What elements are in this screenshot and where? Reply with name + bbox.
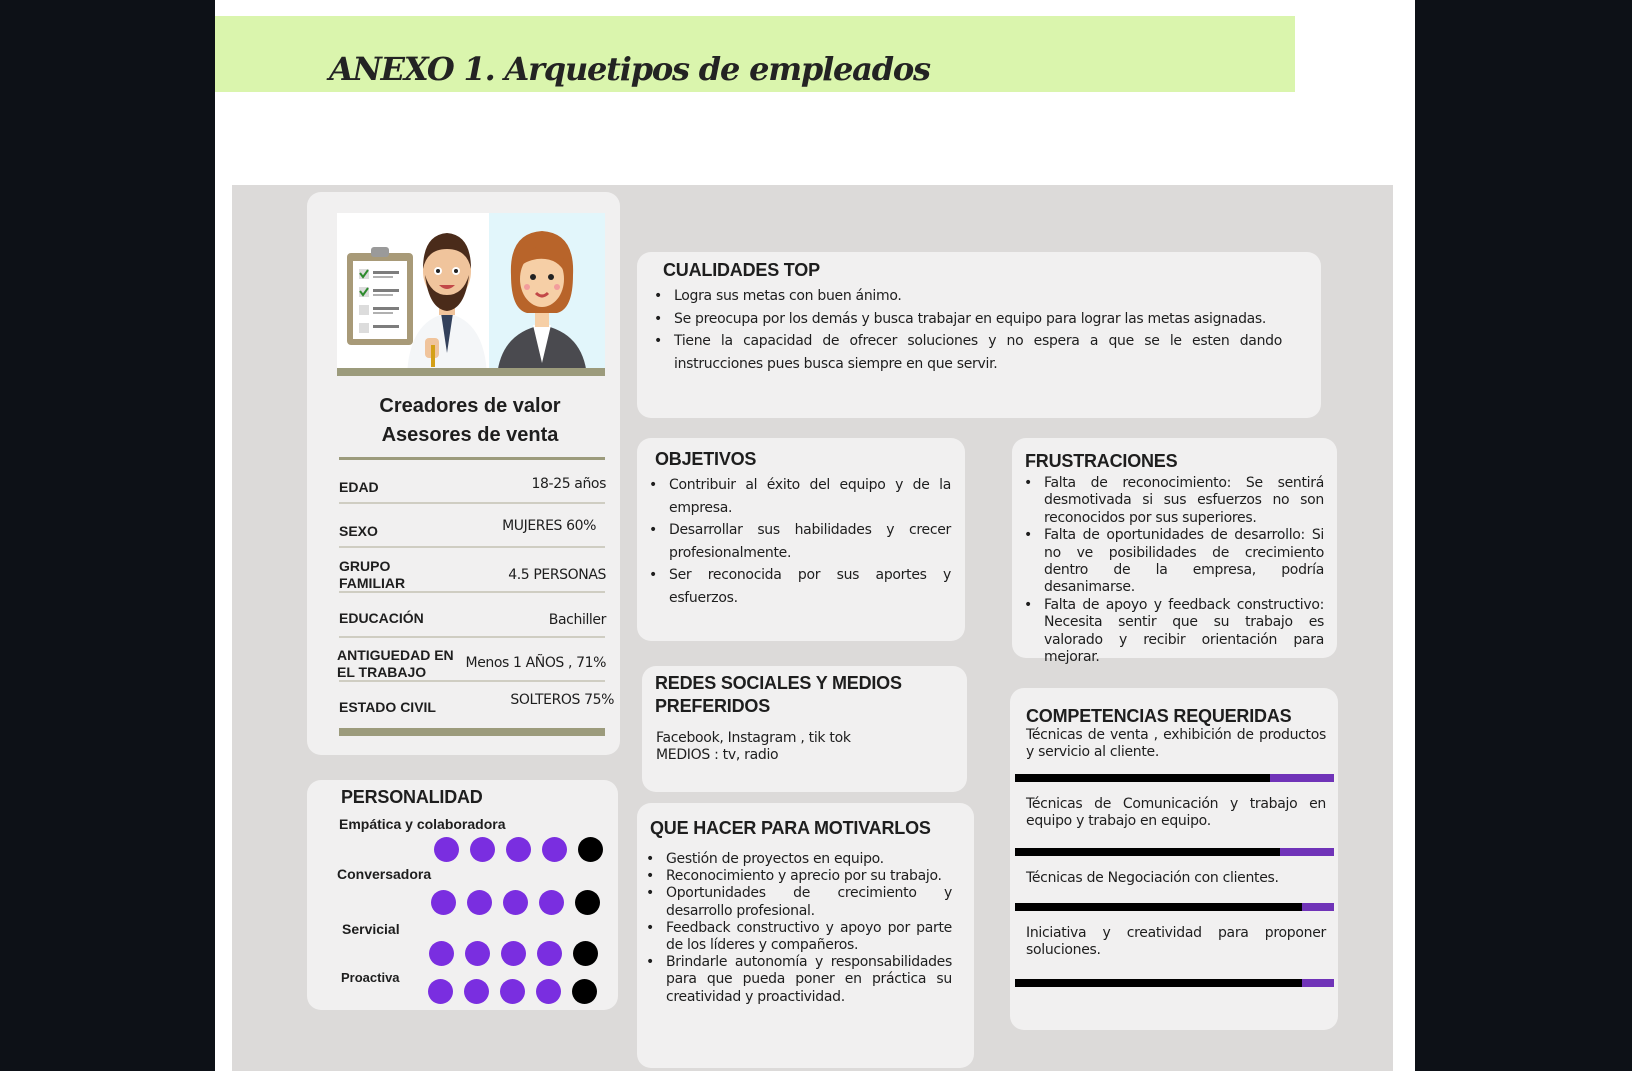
info-label-antiguedad: ANTIGUEDAD EN EL TRABAJO xyxy=(337,647,454,680)
qualities-card xyxy=(637,252,1321,418)
rating-dot-filled xyxy=(428,979,453,1004)
qualities-list xyxy=(652,285,1282,375)
motivation-title: QUE HACER PARA MOTIVARLOS xyxy=(650,818,931,838)
info-value-estado-civil: SOLTEROS 75% xyxy=(510,692,614,708)
competency-bar-accent xyxy=(1302,903,1334,911)
info-label-edad: EDAD xyxy=(339,479,379,495)
rating-dot-filled xyxy=(503,890,528,915)
competencies-card xyxy=(1010,688,1338,1030)
list-item: • Oportunidades de crecimiento y desarrollo profesional. xyxy=(644,885,952,919)
rating-dot-filled xyxy=(465,941,490,966)
rating-dot-filled xyxy=(536,979,561,1004)
objectives-card xyxy=(637,438,965,641)
list-item: • Tiene la capacidad de ofrecer soluciones y no espera a que se le esten dando instrucciones pues busca siempre en que servir. xyxy=(652,330,1282,375)
rating-dot-filled xyxy=(431,890,456,915)
list-item: • Gestión de proyectos en equipo. xyxy=(644,851,952,868)
competencies-title: COMPETENCIAS REQUERIDAS xyxy=(1026,706,1292,726)
profile-card xyxy=(307,192,620,755)
info-label-sexo: SEXO xyxy=(339,523,378,539)
rating-dot-filled xyxy=(539,890,564,915)
rating-dot-filled xyxy=(467,890,492,915)
list-item: • Falta de reconocimiento: Se sentirá desmotivada si sus esfuerzos no son reconocidos por sus superiores. xyxy=(1022,475,1324,527)
competency-bar-accent xyxy=(1270,774,1334,782)
competency-bar-accent xyxy=(1302,979,1334,987)
motivation-card xyxy=(637,803,974,1068)
info-label-grupo-familiar: GRUPO FAMILIAR xyxy=(339,558,406,591)
info-value-educacion: Bachiller xyxy=(548,612,606,628)
document-page xyxy=(215,0,1415,1071)
social-networks-text: Facebook, Instagram , tik tok xyxy=(656,730,851,746)
qualities-title: CUALIDADES TOP xyxy=(663,260,820,280)
rating-dot-filled xyxy=(470,837,495,862)
objectives-title: OBJETIVOS xyxy=(655,449,757,469)
divider xyxy=(339,591,605,593)
trait-label-proactiva: Proactiva xyxy=(341,970,400,985)
competency-bar xyxy=(1015,979,1334,987)
trait-label-servicial: Servicial xyxy=(342,921,400,937)
competency-bar xyxy=(1015,903,1334,911)
divider xyxy=(339,680,605,682)
list-item: • Contribuir al éxito del equipo y de la empresa. xyxy=(647,474,951,519)
trait-rating-proactiva xyxy=(428,979,597,1004)
divider xyxy=(339,636,605,638)
archetype-name-line1: Creadores de valor xyxy=(379,395,561,417)
frustrations-card xyxy=(1012,438,1337,666)
list-item: • Ser reconocida por sus aportes y esfuerzos. xyxy=(647,564,951,609)
personality-title: PERSONALIDAD xyxy=(341,787,483,807)
list-item: • Feedback constructivo y apoyo por parte de los líderes y compañeros. xyxy=(644,920,952,954)
rating-dot-filled xyxy=(501,941,526,966)
rating-dot-empty xyxy=(575,890,600,915)
rating-dot-filled xyxy=(542,837,567,862)
social-media-title: REDES SOCIALES Y MEDIOS PREFERIDOS xyxy=(655,673,902,716)
archetype-name xyxy=(307,392,633,450)
objectives-list xyxy=(647,474,951,609)
motivation-list xyxy=(644,851,952,1006)
list-item: • Desarrollar sus habilidades y crecer profesionalmente. xyxy=(647,519,951,564)
trait-rating-servicial xyxy=(429,941,598,966)
trait-rating-empatica xyxy=(434,837,603,862)
competency-text: Técnicas de Comunicación y trabajo en equipo y trabajo en equipo. xyxy=(1026,796,1326,829)
rating-dot-filled xyxy=(506,837,531,862)
employees-illustration xyxy=(337,213,605,376)
rating-dot-empty xyxy=(573,941,598,966)
divider xyxy=(339,457,605,460)
competency-bar-accent xyxy=(1280,848,1334,856)
list-item: • Falta de oportunidades de desarrollo: Si no ve posibilidades de crecimiento dentro de la empresa, podría desanimarse. xyxy=(1022,527,1324,597)
rating-dot-filled xyxy=(464,979,489,1004)
list-item: • Reconocimiento y aprecio por su trabajo. xyxy=(644,868,952,885)
competency-text: Técnicas de Negociación con clientes. xyxy=(1026,870,1279,886)
trait-rating-conversadora xyxy=(431,890,600,915)
competency-text: Iniciativa y creatividad para proponer soluciones. xyxy=(1026,925,1326,958)
profile-footer-bar xyxy=(339,728,605,736)
archetype-name-line2: Asesores de venta xyxy=(381,424,559,446)
list-item: • Brindarle autonomía y responsabilidades para que pueda poner en práctica su creatividad y proactividad. xyxy=(644,954,952,1006)
divider xyxy=(339,546,605,548)
rating-dot-filled xyxy=(429,941,454,966)
competency-text: Técnicas de venta , exhibición de productos y servicio al cliente. xyxy=(1026,727,1326,760)
list-item: • Se preocupa por los demás y busca trabajar en equipo para lograr las metas asignadas. xyxy=(652,308,1282,331)
frustrations-title: FRUSTRACIONES xyxy=(1025,451,1178,471)
rating-dot-filled xyxy=(434,837,459,862)
social-media-card xyxy=(642,666,967,792)
list-item: • Falta de apoyo y feedback constructivo: Necesita sentir que su trabajo es valorado y recibir orientación para mejorar. xyxy=(1022,597,1324,667)
competency-bar xyxy=(1015,848,1334,856)
rating-dot-empty xyxy=(578,837,603,862)
info-label-educacion: EDUCACIÓN xyxy=(339,610,424,626)
competency-bar xyxy=(1015,774,1334,782)
info-value-grupo-familiar: 4.5 PERSONAS xyxy=(508,567,606,583)
rating-dot-filled xyxy=(500,979,525,1004)
trait-label-empatica: Empática y colaboradora xyxy=(339,816,506,832)
clipboard-icon xyxy=(347,247,413,345)
divider xyxy=(339,502,605,504)
list-item: • Logra sus metas con buen ánimo. xyxy=(652,285,1282,308)
archetype-panel xyxy=(232,185,1393,1071)
media-text: MEDIOS : tv, radio xyxy=(656,747,779,763)
rating-dot-empty xyxy=(572,979,597,1004)
info-value-edad: 18-25 años xyxy=(531,476,606,492)
personality-card xyxy=(307,780,618,1010)
trait-label-conversadora: Conversadora xyxy=(337,866,432,882)
page-title: ANEXO 1. Arquetipos de empleados xyxy=(329,50,930,88)
info-value-sexo: MUJERES 60% xyxy=(502,518,596,534)
info-label-estado-civil: ESTADO CIVIL xyxy=(339,699,436,715)
info-value-antiguedad: Menos 1 AÑOS , 71% xyxy=(465,655,606,671)
title-banner xyxy=(215,16,1295,92)
rating-dot-filled xyxy=(537,941,562,966)
frustrations-list xyxy=(1022,475,1324,666)
